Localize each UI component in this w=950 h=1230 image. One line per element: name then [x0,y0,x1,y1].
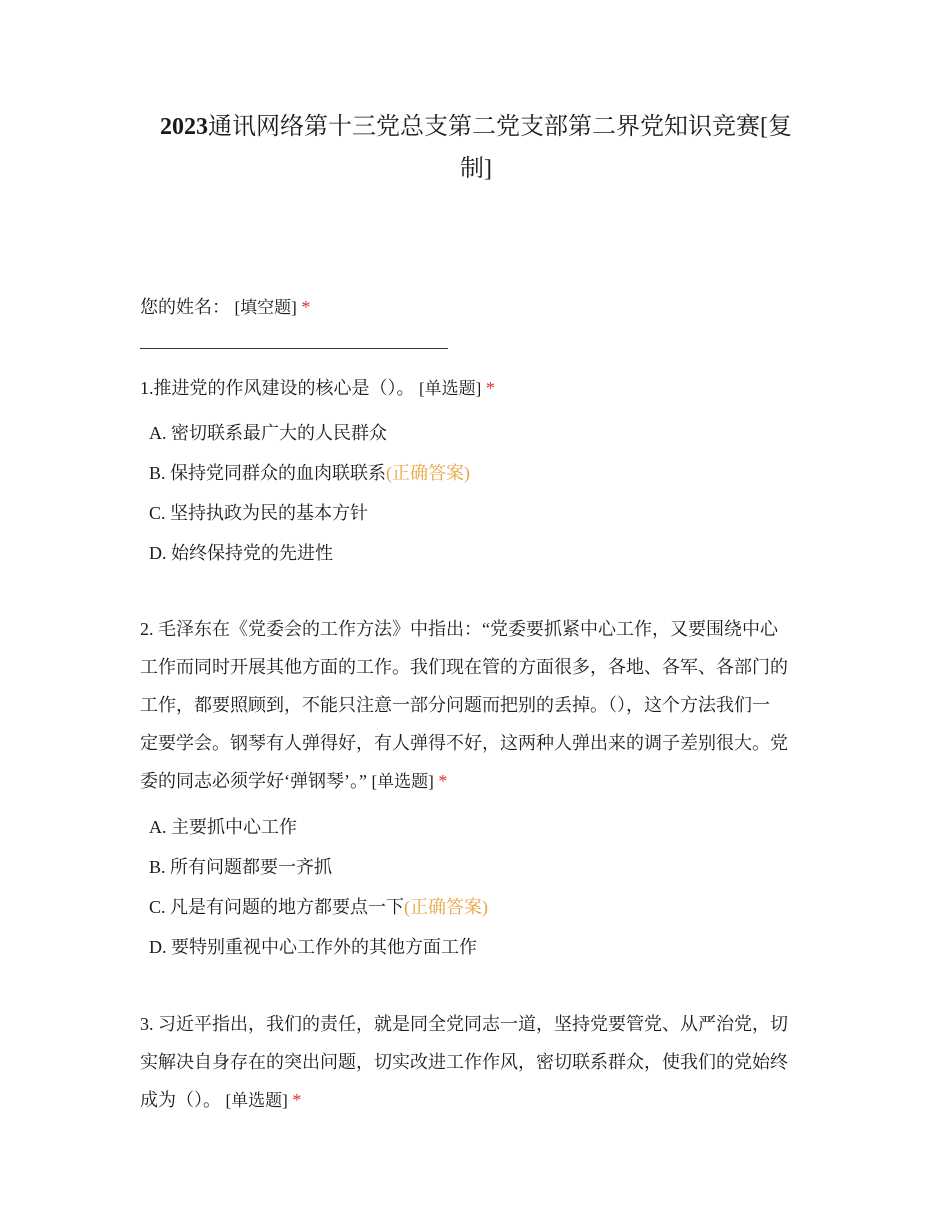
title-text-end: 制] [460,156,492,182]
option-2b[interactable] [149,855,332,879]
correct-answer-label: (正确答案) [386,463,471,483]
question-2-line: 2. 毛泽东在《党委会的工作方法》中指出：“党委要抓紧中心工作，又要围绕中心 [140,619,778,639]
option-text: D. 要特别重视中心工作外的其他方面工作 [149,937,477,957]
question-type-tag: [填空题] [234,298,297,317]
question-3 [140,1005,812,1120]
question-2-line: 定要学会。钢琴有人弹得好，有人弹得不好，这两种人弹出来的调子差别很大。党 [140,733,788,753]
question-type-tag: [单选题] [371,772,434,791]
option-text: A. 主要抓中心工作 [149,817,297,837]
question-2-last-line: 委的同志必须学好‘弹钢琴’。” [单选题] * [140,771,448,791]
option-text: A. 密切联系最广大的人民群众 [149,423,387,443]
option-text: B. 所有问题都要一齐抓 [149,857,333,877]
option-1d[interactable] [149,541,333,565]
question-type-tag: [单选题] [419,379,482,398]
option-2d[interactable] [149,935,477,959]
option-2a[interactable] [149,815,297,839]
survey-title [140,106,812,190]
title-year: 2023 [160,114,208,140]
option-1c[interactable] [149,501,368,525]
question-3-line: 实解决自身存在的突出问题，切实改进工作作风，密切联系群众，使我们的党始终 [140,1052,788,1072]
required-mark: * [438,771,448,791]
question-3-last-line: 成为（）。 [单选题] * [140,1090,302,1110]
title-text: 通讯网络第十三党总支第二党支部第二界党知识竞赛[复 [208,114,792,140]
option-1a[interactable] [149,421,387,445]
option-text: C. 凡是有问题的地方都要点一下 [149,897,405,917]
question-2 [140,610,812,801]
name-answer-blank[interactable] [140,348,448,349]
required-mark: * [485,378,495,398]
name-label: 您的姓名： [140,297,230,317]
option-2c[interactable] [149,895,488,919]
question-1 [140,375,812,402]
option-text: C. 坚持执政为民的基本方针 [149,503,369,523]
option-1b[interactable] [149,461,470,485]
name-question [140,294,812,321]
question-1-text: 1.推进党的作风建设的核心是（）。 [140,378,415,398]
option-text: B. 保持党同群众的血肉联联系 [149,463,387,483]
option-text: D. 始终保持党的先进性 [149,543,333,563]
question-2-line: 工作而同时开展其他方面的工作。我们现在管的方面很多，各地、各军、各部门的 [140,657,788,677]
required-mark: * [301,297,311,317]
required-mark: * [292,1090,302,1110]
correct-answer-label: (正确答案) [404,897,489,917]
question-3-line: 3. 习近平指出，我们的责任，就是同全党同志一道，坚持党要管党、从严治党，切 [140,1014,788,1034]
question-2-line: 工作，都要照顾到，不能只注意一部分问题而把别的丢掉。（），这个方法我们一 [140,695,770,715]
question-type-tag: [单选题] [225,1091,288,1110]
